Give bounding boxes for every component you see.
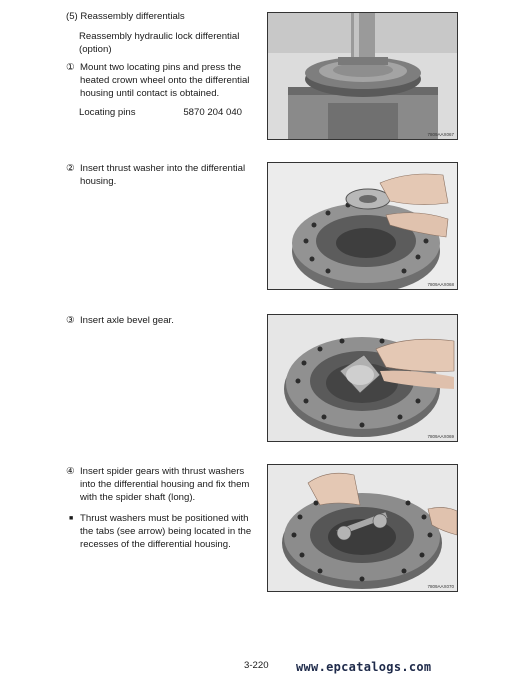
- bevel-gear-illustration: [268, 315, 457, 441]
- step-1: [66, 61, 254, 100]
- photo-code: 7809AAX067: [427, 132, 454, 137]
- step-4-text: Insert spider gears with thrust washers into the differential housing and fix them with the spider shaft (long).: [80, 466, 250, 503]
- step-2-text: Insert thrust washer into the differential housing.: [80, 163, 246, 187]
- step-1-text: Mount two locating pins and press the heated crown wheel onto the differential housing until contact is obtained.: [80, 62, 250, 99]
- section-heading: (5) Reassembly differentials: [66, 11, 185, 22]
- photo-code: 7809AAX069: [427, 434, 454, 439]
- subheading: Reassembly hydraulic lock differential (option): [79, 31, 240, 55]
- step-3: [66, 314, 254, 327]
- tool-row: [79, 107, 242, 118]
- step-2: [66, 162, 254, 188]
- brand-url: www.epcatalogs.com: [296, 660, 432, 674]
- press-illustration: [268, 13, 457, 139]
- page-number: 3-220: [244, 660, 269, 671]
- photo-thrust-washer: [267, 162, 458, 290]
- note-bullet: ■: [69, 515, 74, 522]
- tool-part-number: 5870 204 040: [183, 107, 242, 118]
- step-3-text: Insert axle bevel gear.: [80, 315, 174, 326]
- step-4-number: ④: [66, 466, 75, 477]
- thrust-washer-illustration: [268, 163, 457, 289]
- step-4: [66, 465, 254, 504]
- note-text: Thrust washers must be positioned with the tabs (see arrow) being located in the recesses of the differential housing.: [80, 513, 252, 550]
- note: [69, 512, 254, 551]
- photo-press-crown-wheel: [267, 12, 458, 140]
- spider-gears-illustration: [268, 465, 457, 591]
- step-3-number: ③: [66, 315, 75, 326]
- photo-code: 7809AAX068: [427, 282, 454, 287]
- photo-axle-bevel-gear: [267, 314, 458, 442]
- photo-code: 7809AAX070: [427, 584, 454, 589]
- step-2-number: ②: [66, 163, 75, 174]
- photo-spider-gears: [267, 464, 458, 592]
- step-1-number: ①: [66, 62, 75, 73]
- tool-name: Locating pins: [79, 107, 136, 118]
